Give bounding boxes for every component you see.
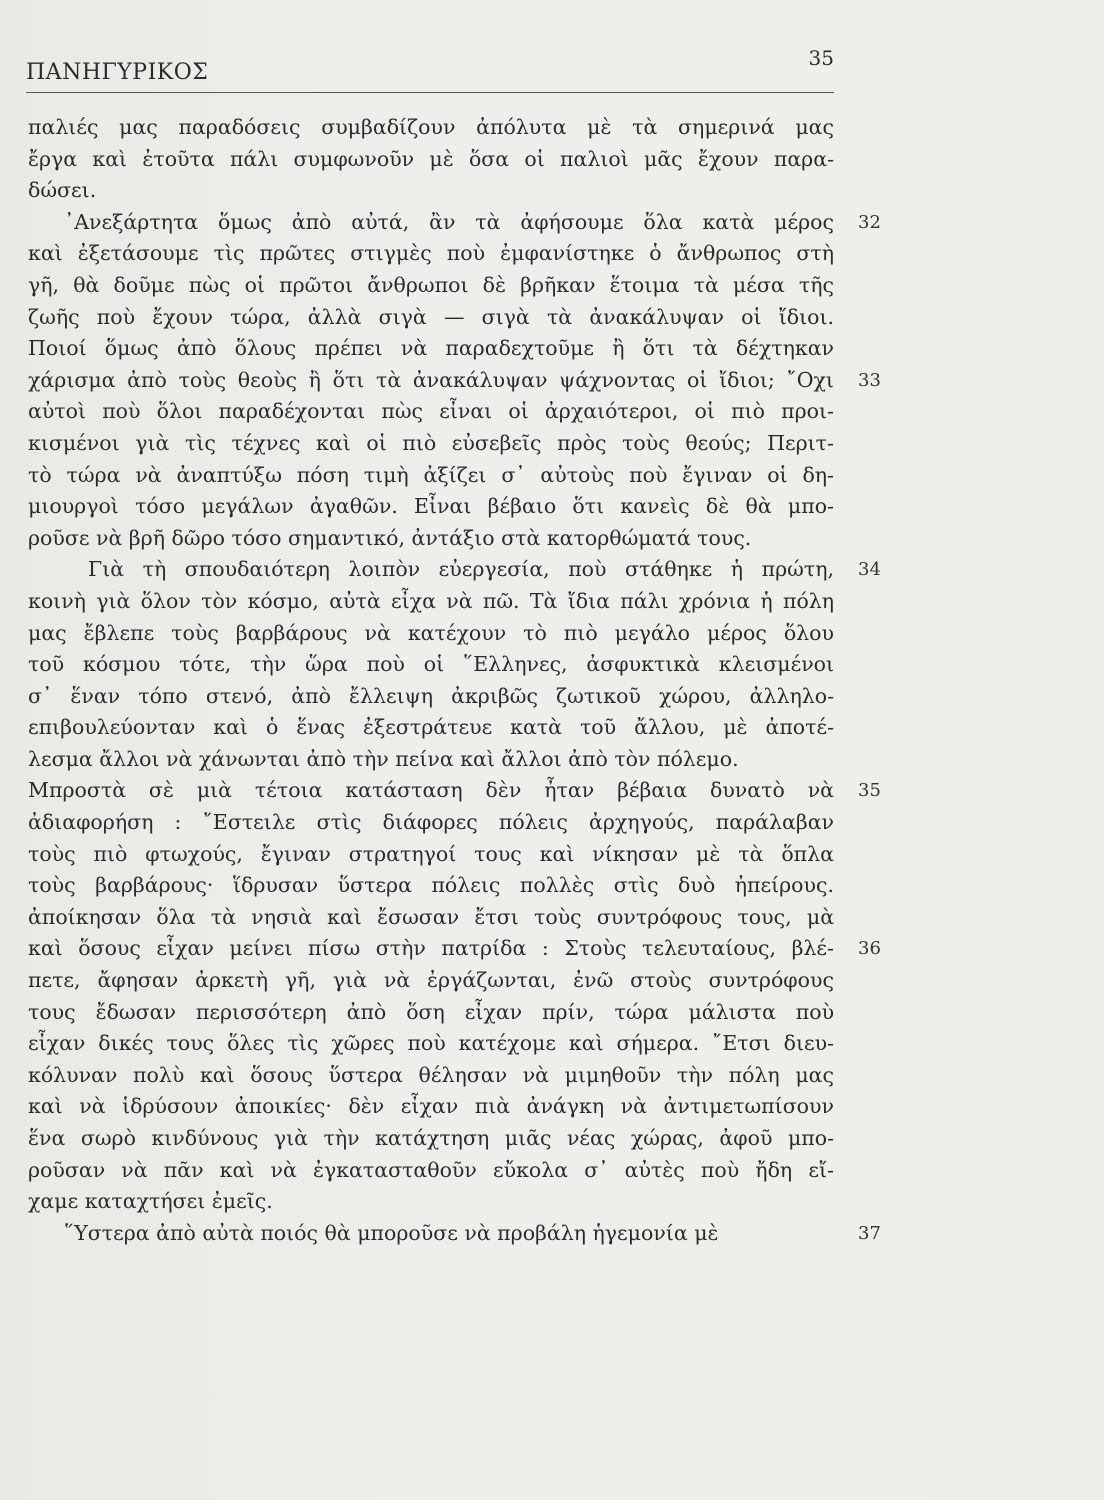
line-text: κόλυναν πολὺ καὶ ὅσους ὕστερα θέλησαν νὰ μιμηθοῦν τὴν πόλη μας xyxy=(28,1062,834,1087)
text-line xyxy=(28,870,848,902)
margin-section-number: 37 xyxy=(858,1222,881,1244)
text-line xyxy=(28,1218,881,1250)
line-text: τοῦ κόσμου τότε, τὴν ὥρα ποὺ οἱ ῞Ελληνες, ἀσφυκτικὰ κλεισμένοι xyxy=(28,652,835,677)
text-line xyxy=(28,396,848,428)
margin-section-number: 34 xyxy=(858,559,881,581)
text-line xyxy=(28,238,848,270)
line-text: καὶ νὰ ἱδρύσουν ἀποικίες· δὲν εἶχαν πιὰ ἀνάγκη νὰ ἀντιμετωπίσουν xyxy=(28,1094,834,1119)
text-line xyxy=(28,428,848,460)
line-text: γῆ, θὰ δοῦμε πὼς οἱ πρῶτοι ἄνθρωποι δὲ βρῆκαν ἕτοιμα τὰ μέσα τῆς xyxy=(28,272,834,297)
margin-section-number: 35 xyxy=(858,780,881,802)
text-line xyxy=(28,933,881,965)
text-line xyxy=(28,175,848,207)
text-line xyxy=(28,965,848,997)
text-line xyxy=(28,997,848,1029)
header-rule xyxy=(26,92,834,93)
text-line xyxy=(28,681,848,713)
margin-section-number: 32 xyxy=(858,211,881,233)
text-line xyxy=(28,902,848,934)
line-text: παλιές μας παραδόσεις συμβαδίζουν ἀπόλυτα μὲ τὰ σημερινά μας xyxy=(28,115,834,139)
line-text: τους ἔδωσαν περισσότερη ἀπὸ ὅση εἶχαν πρίν, τώρα μάλιστα ποὺ xyxy=(28,999,835,1024)
text-line xyxy=(28,270,848,302)
line-text: χαμε καταχτήσει ἐμεῖς. xyxy=(28,1189,273,1214)
line-text: ροῦσε νὰ βρῆ δῶρο τόσο σημαντικό, ἀντάξιο στὰ κατορθώματά τους. xyxy=(28,525,752,550)
line-text: ἕνα σωρὸ κινδύνους γιὰ τὴν κατάχτηση μιᾶς νέας χώρας, ἀφοῦ μπο- xyxy=(28,1126,835,1150)
text-line xyxy=(28,523,848,555)
text-line xyxy=(28,144,848,176)
line-text: καὶ ἐξετάσουμε τὶς πρῶτες στιγμὲς ποὺ ἐμφανίστηκε ὁ ἄνθρωπος στὴ xyxy=(28,241,835,266)
text-line xyxy=(28,649,848,681)
line-text: τὸ τώρα νὰ ἀναπτύξω πόση τιμὴ ἀξίζει σ᾽ αὐτοὺς ποὺ ἔγιναν οἱ δη- xyxy=(28,462,834,487)
line-text: λεσμα ἄλλοι νὰ χάνωνται ἀπὸ τὴν πείνα καὶ ἄλλοι ἀπὸ τὸν πόλεμο. xyxy=(28,746,739,771)
line-text: σ᾽ ἕναν τόπο στενό, ἀπὸ ἔλλειψη ἀκριβῶς ζωτικοῦ χώρου, ἀλληλο- xyxy=(28,683,834,708)
text-line xyxy=(28,807,848,839)
line-text: κισμένοι γιὰ τὶς τέχνες καὶ οἱ πιὸ εὐσεβεῖς πρὸς τοὺς θεούς; Περιτ- xyxy=(28,430,834,455)
line-text: Μπροστὰ σὲ μιὰ τέτοια κατάσταση δὲν ἦταν βέβαια δυνατὸ νὰ xyxy=(28,778,835,803)
text-line xyxy=(28,1028,848,1060)
line-text: ἔργα καὶ ἐτοῦτα πάλι συμφωνοῦν μὲ ὅσα οἱ παλιοὶ μᾶς ἔχουν παρα- xyxy=(28,146,835,171)
line-text: Γιὰ τὴ σπουδαιότερη λοιπὸν εὐεργεσία, ποὺ στάθηκε ἡ πρώτη, xyxy=(88,557,834,582)
line-text: εἶχαν δικές τους ὅλες τὶς χῶρες ποὺ κατέχομε καὶ σήμερα. ῎Ετσι διευ- xyxy=(28,1031,834,1056)
text-line xyxy=(28,333,848,365)
text-line xyxy=(28,744,848,776)
text-line xyxy=(28,1155,848,1187)
line-text: ῞Υστερα ἀπὸ αὐτὰ ποιός θὰ μποροῦσε νὰ προβάλη ἡγεμονία μὲ xyxy=(64,1220,719,1245)
line-text: καὶ ὅσους εἶχαν μείνει πίσω στὴν πατρίδα : Στοὺς τελευταίους, βλέ- xyxy=(28,936,834,961)
body-text xyxy=(28,112,881,1249)
text-line xyxy=(28,302,848,334)
line-text: Ποιοί ὅμως ἀπὸ ὅλους πρέπει νὰ παραδεχτοῦμε ἢ ὅτι τὰ δέχτηκαν xyxy=(28,336,835,361)
line-text: χάρισμα ἀπὸ τοὺς θεοὺς ἢ ὅτι τὰ ἀνακάλυψαν ψάχνοντας οἱ ἴδιοι; ῎Οχι xyxy=(28,367,834,392)
text-line xyxy=(28,112,848,144)
page-number: 35 xyxy=(808,46,834,70)
text-line xyxy=(28,460,848,492)
line-text: πετε, ἄφησαν ἀρκετὴ γῆ, γιὰ νὰ ἐργάζωνται, ἐνῶ στοὺς συντρόφους xyxy=(28,968,834,993)
line-text: ροῦσαν νὰ πᾶν καὶ νὰ ἐγκατασταθοῦν εὔκολα σ᾽ αὐτὲς ποὺ ἤδη εἴ- xyxy=(28,1157,834,1182)
line-text: τοὺς βαρβάρους· ἵδρυσαν ὕστερα πόλεις πολλὲς στὶς δυὸ ἠπείρους. xyxy=(28,873,834,898)
text-line xyxy=(28,207,881,239)
text-line xyxy=(28,775,881,807)
margin-section-number: 33 xyxy=(858,369,881,391)
line-text: επιβουλεύονταν καὶ ὁ ἕνας ἐξεστράτευε κατὰ τοῦ ἄλλου, μὲ ἀποτέ- xyxy=(28,715,835,740)
text-line xyxy=(28,491,848,523)
text-line xyxy=(28,365,881,397)
line-text: ζωῆς ποὺ ἔχουν τώρα, ἀλλὰ σιγὰ — σιγὰ τὰ ἀνακάλυψαν οἱ ἴδιοι. xyxy=(28,304,835,329)
margin-section-number: 36 xyxy=(858,938,881,960)
line-text: ἀποίκησαν ὅλα τὰ νησιὰ καὶ ἔσωσαν ἔτσι τοὺς συντρόφους τους, μὰ xyxy=(28,904,835,929)
text-line xyxy=(28,712,848,744)
line-text: μιουργοὶ τόσο μεγάλων ἀγαθῶν. Εἶναι βέβαιο ὅτι κανεὶς δὲ θὰ μπο- xyxy=(28,494,834,519)
running-header xyxy=(26,44,834,92)
text-line xyxy=(28,1123,848,1155)
line-text: δώσει. xyxy=(28,178,97,203)
line-text: μας ἔβλεπε τοὺς βαρβάρους νὰ κατέχουν τὸ πιὸ μεγάλο μέρος ὅλου xyxy=(28,620,834,645)
text-line xyxy=(28,1186,848,1218)
line-text: αὐτοὶ ποὺ ὅλοι παραδέχονται πὼς εἶναι οἱ ἀρχαιότεροι, οἱ πιὸ προι- xyxy=(28,399,834,424)
text-line xyxy=(28,586,848,618)
line-text: ᾿Ανεξάρτητα ὅμως ἀπὸ αὐτά, ἂν τὰ ἀφήσουμε ὅλα κατὰ μέρος xyxy=(64,209,835,234)
running-title: ΠΑΝΗΓΥΡΙΚΟΣ xyxy=(26,60,209,85)
text-line xyxy=(28,839,848,871)
line-text: τοὺς πιὸ φτωχούς, ἔγιναν στρατηγοί τους καὶ νίκησαν μὲ τὰ ὅπλα xyxy=(28,841,834,866)
text-line xyxy=(28,1060,848,1092)
line-text: κοινὴ γιὰ ὅλον τὸν κόσμο, αὐτὰ εἶχα νὰ πῶ. Τὰ ἴδια πάλι χρόνια ἡ πόλη xyxy=(28,588,835,613)
text-line xyxy=(28,618,848,650)
line-text: ἀδιαφορήση : ῎Εστειλε στὶς διάφορες πόλεις ἀρχηγούς, παράλαβαν xyxy=(28,810,834,835)
text-line xyxy=(28,1091,848,1123)
text-line xyxy=(28,554,881,586)
